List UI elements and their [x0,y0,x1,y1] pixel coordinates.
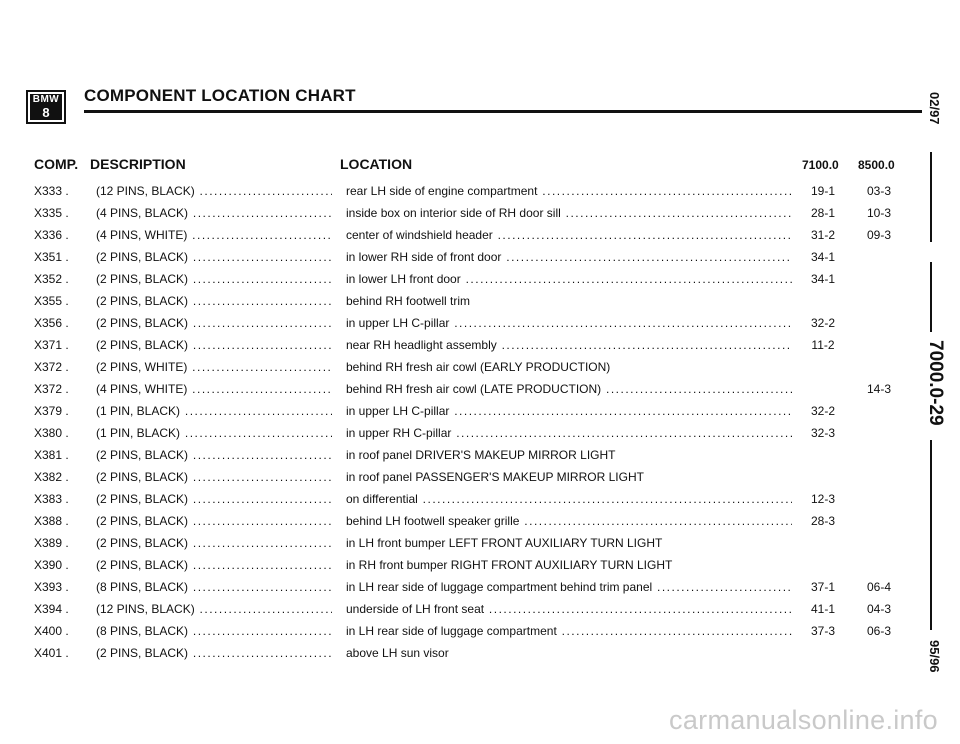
component-location: in upper LH C-pillar ..... [346,404,792,418]
ref-8500: 04-3 [866,602,892,616]
ref-7100: 32-2 [810,316,836,330]
component-location: in LH front bumper LEFT FRONT AUXILIARY TURN LIGHT [346,536,663,550]
component-location: inside box on interior side of RH door sill ..... [346,206,792,220]
side-page-code: 7000.0-29 [925,340,946,426]
component-description: (2 PINS, BLACK) ..... [96,470,332,484]
table-row [0,312,960,334]
title-rule [84,110,922,113]
ref-7100: 28-3 [810,514,836,528]
component-id: X351 . [34,250,69,264]
component-location: behind RH footwell trim [346,294,471,308]
component-description: (4 PINS, BLACK) ..... [96,206,332,220]
ref-8500: 10-3 [866,206,892,220]
component-location: in upper LH C-pillar ..... [346,316,792,330]
ref-7100: 11-2 [811,338,835,352]
header-col-8500: 8500.0 [858,158,895,172]
bmw-logo [26,90,66,124]
ref-7100: 28-1 [810,206,836,220]
table-row [0,400,960,422]
component-id: X394 . [34,602,69,616]
component-id: X381 . [34,448,69,462]
ref-7100: 32-3 [810,426,836,440]
component-id: X383 . [34,492,69,506]
component-location: center of windshield header ..... [346,228,792,242]
table-row [0,356,960,378]
table-row [0,246,960,268]
table-row [0,466,960,488]
component-description: (1 PIN, BLACK) ..... [96,426,332,440]
component-location: behind LH footwell speaker grille ..... [346,514,792,528]
table-row [0,224,960,246]
ref-7100: 37-1 [810,580,836,594]
ref-7100: 37-3 [810,624,836,638]
table-row [0,444,960,466]
component-description: (12 PINS, BLACK) ..... [96,602,332,616]
component-id: X400 . [34,624,69,638]
component-id: X390 . [34,558,69,572]
component-id: X355 . [34,294,69,308]
logo-top: BMW [30,94,62,106]
table-row [0,488,960,510]
component-description: (2 PINS, BLACK) ..... [96,514,332,528]
ref-8500: 09-3 [866,228,892,242]
component-location: in lower LH front door ..... [346,272,792,286]
ref-7100: 32-2 [810,404,836,418]
component-description: (2 PINS, BLACK) ..... [96,338,332,352]
side-rule-middle [930,262,932,332]
component-location: above LH sun visor [346,646,449,660]
table-row [0,642,960,664]
component-id: X388 . [34,514,69,528]
page-title: COMPONENT LOCATION CHART [84,86,356,105]
table-row [0,598,960,620]
header-col-7100: 7100.0 [802,158,839,172]
table-row [0,510,960,532]
component-id: X352 . [34,272,69,286]
table-row [0,378,960,400]
component-location: on differential ..... [346,492,792,506]
watermark: carmanualsonline.info [669,705,938,735]
logo-bottom: 8 [30,106,62,120]
component-id: X393 . [34,580,69,594]
component-description: (2 PINS, BLACK) ..... [96,646,332,660]
component-id: X382 . [34,470,69,484]
ref-8500: 14-3 [866,382,892,396]
component-description: (2 PINS, WHITE) ..... [96,360,332,374]
component-table [0,180,960,664]
side-date-top: 02/97 [927,92,942,125]
component-location: rear LH side of engine compartment ..... [346,184,792,198]
table-row [0,202,960,224]
component-description: (2 PINS, BLACK) ..... [96,316,332,330]
ref-7100: 34-1 [810,250,836,264]
component-id: X372 . [34,382,69,396]
component-location: in roof panel PASSENGER'S MAKEUP MIRROR LIGHT [346,470,644,484]
component-description: (4 PINS, WHITE) ..... [96,382,332,396]
header-comp: COMP. [34,156,79,172]
component-location: in lower RH side of front door ..... [346,250,792,264]
ref-7100: 41-1 [810,602,836,616]
component-location: near RH headlight assembly ..... [346,338,792,352]
component-id: X380 . [34,426,69,440]
component-id: X389 . [34,536,69,550]
table-row [0,576,960,598]
header-location: LOCATION [340,156,413,172]
component-description: (8 PINS, BLACK) ..... [96,580,332,594]
component-id: X401 . [34,646,69,660]
component-description: (2 PINS, BLACK) ..... [96,448,332,462]
side-rule-bottom [930,440,932,630]
component-description: (1 PIN, BLACK) ..... [96,404,332,418]
component-description: (12 PINS, BLACK) ..... [96,184,332,198]
component-id: X356 . [34,316,69,330]
table-row [0,532,960,554]
component-location: in LH rear side of luggage compartment ..... [346,624,792,638]
component-description: (2 PINS, BLACK) ..... [96,492,332,506]
header-description: DESCRIPTION [90,156,186,172]
component-description: (2 PINS, BLACK) ..... [96,272,332,286]
ref-7100: 12-3 [810,492,836,506]
component-description: (2 PINS, BLACK) ..... [96,294,332,308]
component-id: X335 . [34,206,69,220]
component-location: behind RH fresh air cowl (LATE PRODUCTION) ..... [346,382,792,396]
component-id: X372 . [34,360,69,374]
ref-8500: 03-3 [866,184,892,198]
table-row [0,422,960,444]
component-location: underside of LH front seat ..... [346,602,792,616]
table-row [0,334,960,356]
side-date-bottom: 95/96 [927,640,942,673]
component-location: in roof panel DRIVER'S MAKEUP MIRROR LIGHT [346,448,616,462]
ref-7100: 34-1 [810,272,836,286]
ref-8500: 06-4 [866,580,892,594]
component-id: X333 . [34,184,69,198]
table-row [0,290,960,312]
component-location: in RH front bumper RIGHT FRONT AUXILIARY TURN LIGHT [346,558,673,572]
component-description: (2 PINS, BLACK) ..... [96,558,332,572]
component-id: X379 . [34,404,69,418]
component-id: X371 . [34,338,69,352]
ref-7100: 19-1 [810,184,836,198]
component-description: (2 PINS, BLACK) ..... [96,536,332,550]
component-location: in LH rear side of luggage compartment behind trim panel ..... [346,580,792,594]
table-row [0,620,960,642]
table-row [0,554,960,576]
ref-8500: 06-3 [866,624,892,638]
component-location: behind RH fresh air cowl (EARLY PRODUCTION) [346,360,611,374]
component-description: (2 PINS, BLACK) ..... [96,250,332,264]
component-location: in upper RH C-pillar ..... [346,426,792,440]
side-rule-top [930,152,932,242]
component-description: (4 PINS, WHITE) ..... [96,228,332,242]
table-row [0,180,960,202]
component-id: X336 . [34,228,69,242]
component-description: (8 PINS, BLACK) ..... [96,624,332,638]
ref-7100: 31-2 [810,228,836,242]
table-row [0,268,960,290]
